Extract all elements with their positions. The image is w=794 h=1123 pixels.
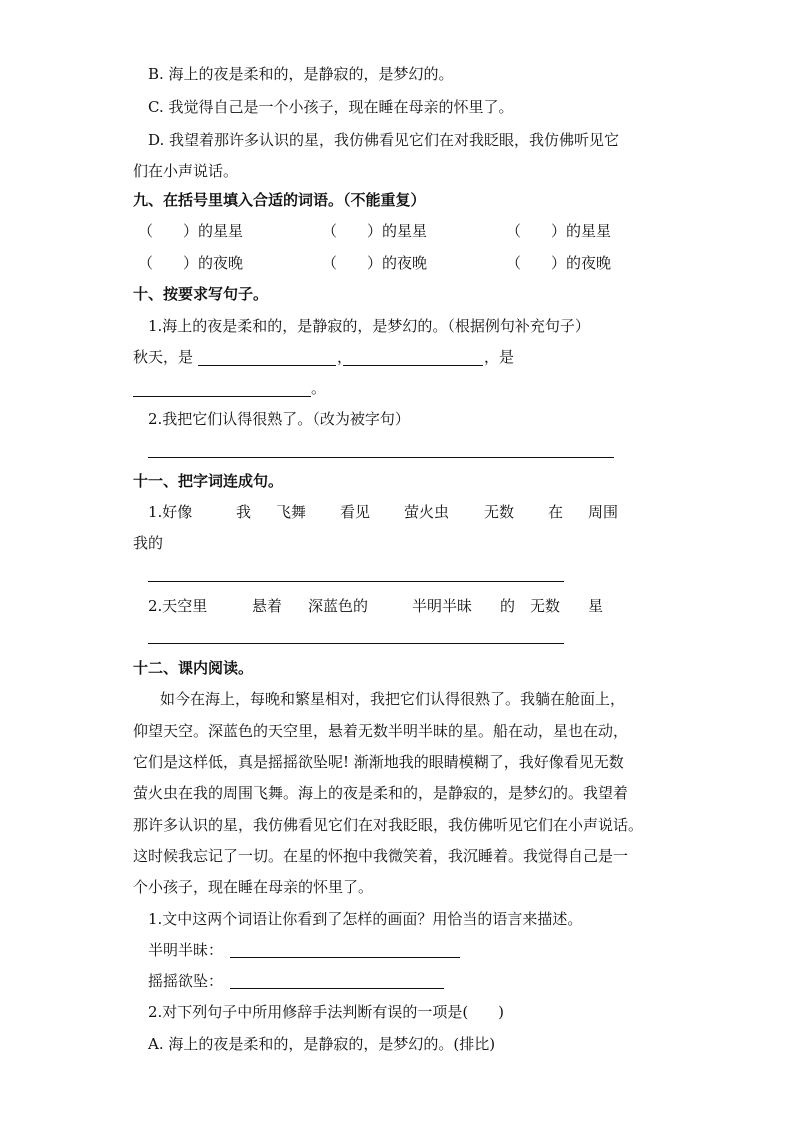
section-12-q1: 1.文中这两个词语让你看到了怎样的画面？用恰当的语言来描述。 [148,910,583,928]
word-tile: 在 [548,503,564,521]
section-9-title: 九、在括号里填入合适的词语。（不能重复） [133,191,426,209]
word-tile: 周围 [588,503,619,521]
fill-blank-stars-3[interactable]: （ ）的星星 [506,222,612,240]
section-10-title: 十、按要求写句子。 [133,285,269,303]
word-tile: 1.好像 [148,503,193,521]
fill-blank-stars-2[interactable]: （ ）的星星 [322,222,428,240]
option-d-line2: 们在小声说话。 [133,162,239,180]
word-tile: 星 [588,597,604,615]
section-10-q1: 1.海上的夜是柔和的，是静寂的，是梦幻的。（根据例句补充句子） [148,317,590,335]
section-10-q1-prefix: 秋天，是 [133,348,194,366]
word-tile: 看见 [340,503,371,521]
passage-line-3: 它们是这样低，真是摇摇欲坠呢! 渐渐地我的眼睛模糊了，我好像看见无数 [133,753,624,771]
term-label-2: 摇摇欲坠： [148,972,224,990]
answer-line[interactable] [133,396,311,397]
answer-line[interactable] [148,643,564,644]
word-tile: 萤火虫 [404,503,450,521]
passage-line-7: 个小孩子，现在睡在母亲的怀里了。 [133,878,374,896]
section-10-q1-mid: ，是 [484,348,515,366]
section-11-title: 十一、把字词连成句。 [133,472,284,490]
fill-blank-stars-1[interactable]: （ ）的星星 [138,222,244,240]
word-tile: 半明半昧 [412,597,473,615]
passage-line-5: 那许多认识的星，我仿佛看见它们在对我眨眼，我仿佛听见它们在小声说话。 [133,816,644,834]
fill-blank-night-3[interactable]: （ ）的夜晚 [506,254,612,272]
passage-line-2: 仰望天空。深蓝色的天空里，悬着无数半明半昧的星。船在动，星也在动， [133,722,629,740]
answer-line[interactable] [343,365,483,366]
word-tile: 深蓝色的 [308,597,369,615]
fill-blank-night-2[interactable]: （ ）的夜晚 [322,254,428,272]
option-d-line1: D. 我望着那许多认识的星，我仿佛看见它们在对我眨眼，我仿佛听见它 [148,131,620,149]
answer-line[interactable] [230,957,460,958]
period: 。 [311,379,327,397]
section-12-q2: 2.对下列句子中所用修辞手法判断有误的一项是( ) [148,1003,505,1021]
word-tile: 无数 [530,597,561,615]
term-label-1: 半明半昧： [148,941,224,959]
answer-line[interactable] [148,581,564,582]
section-12-q2-option-a: A. 海上的夜是柔和的，是静寂的，是梦幻的。(排比) [148,1035,496,1053]
section-12-title: 十二、课内阅读。 [133,659,254,677]
fill-blank-night-1[interactable]: （ ）的夜晚 [138,254,244,272]
section-10-q2: 2.我把它们认得很熟了。（改为被字句） [148,410,410,428]
option-b: B. 海上的夜是柔和的，是静寂的，是梦幻的。 [148,65,454,83]
passage-line-4: 萤火虫在我的周围飞舞。海上的夜是柔和的，是静寂的，是梦幻的。我望着 [133,784,629,802]
answer-line[interactable] [230,988,444,989]
passage-line-6: 这时候我忘记了一切。在星的怀抱中我微笑着，我沉睡着。我觉得自己是一 [133,847,629,865]
option-c: C. 我觉得自己是一个小孩子，现在睡在母亲的怀里了。 [148,98,514,116]
word-tile: 2.天空里 [148,597,208,615]
word-tile: 无数 [484,503,515,521]
answer-line[interactable] [198,365,336,366]
word-tile: 我 [236,503,252,521]
answer-line[interactable] [148,457,614,458]
word-tile: 的 [500,597,516,615]
passage-line-1: 如今在海上，每晚和繁星相对，我把它们认得很熟了。我躺在舱面上， [160,690,626,708]
word-tile: 悬着 [252,597,283,615]
word-tile: 我的 [133,534,164,552]
comma: ， [337,348,353,366]
word-tile: 飞舞 [276,503,307,521]
